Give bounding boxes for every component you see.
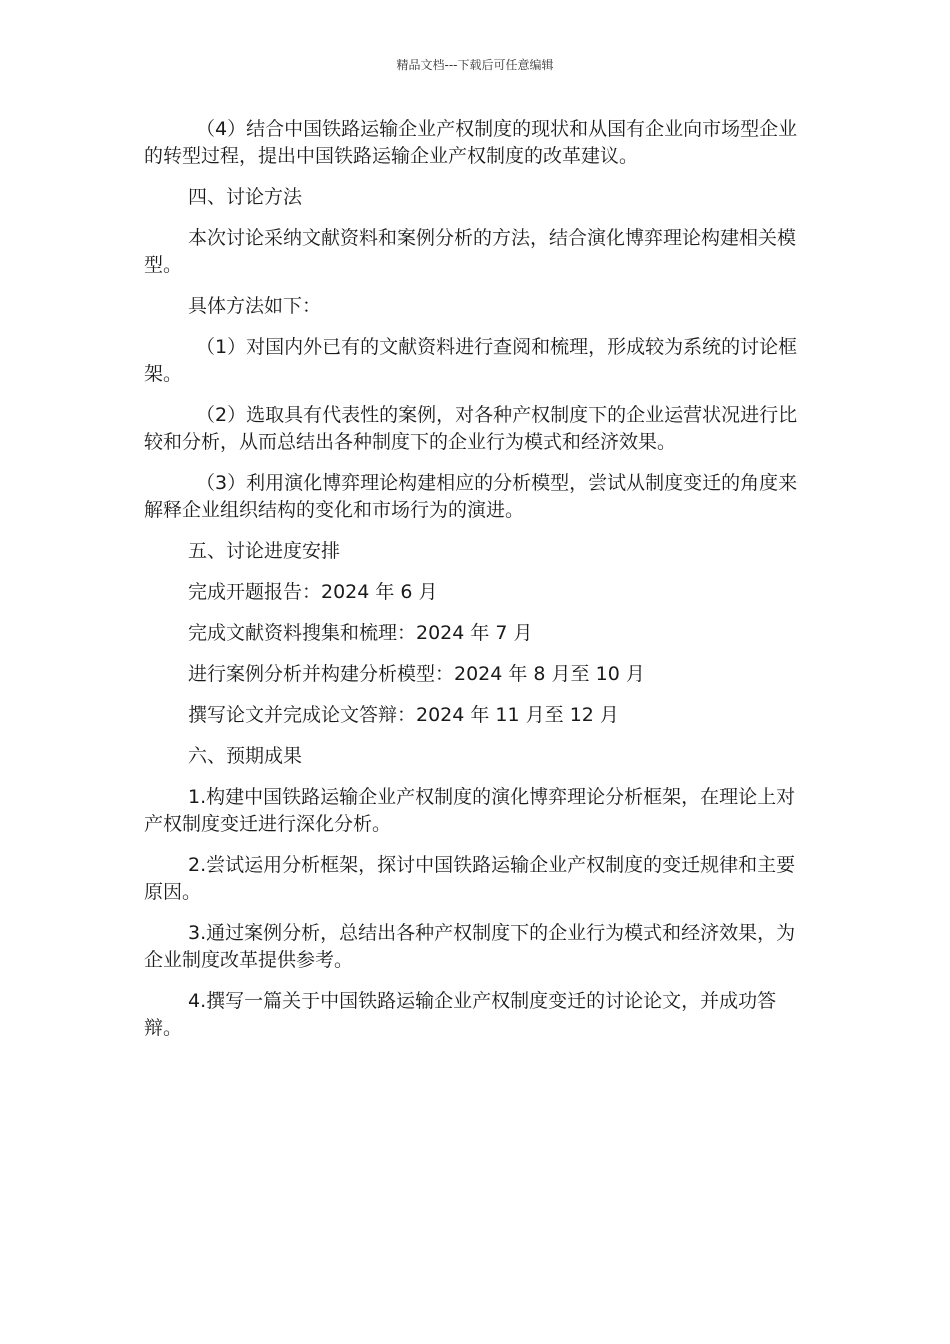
paragraph-method-lead: 具体方法如下： <box>188 295 322 317</box>
paragraph-proposal-item-4: （4）结合中国铁路运输企业产权制度的现状和从国有企业向市场型企业的转型过程，提出中国铁路运输企业产权制度的改革建议。 <box>144 118 798 167</box>
page-header: 精品文档---下载后可任意编辑 <box>396 58 554 72</box>
schedule-item-3: 进行案例分析并构建分析模型：2024 年 8 月至 10 月 <box>188 663 645 685</box>
schedule-item-1: 完成开题报告：2024 年 6 月 <box>188 581 438 603</box>
paragraph-method-item-3: （3）利用演化博弈理论构建相应的分析模型，尝试从制度变迁的角度来解释企业组织结构的变化和市场行为的演进。 <box>144 472 798 521</box>
paragraph-method-item-1: （1）对国内外已有的文献资料进行查阅和梳理，形成较为系统的讨论框架。 <box>144 336 798 385</box>
document-body <box>144 116 804 1056</box>
outcome-item-2: 2.尝试运用分析框架，探讨中国铁路运输企业产权制度的变迁规律和主要原因。 <box>144 854 796 903</box>
section-heading-schedule: 五、讨论进度安排 <box>188 540 341 562</box>
paragraph-method-intro: 本次讨论采纳文献资料和案例分析的方法，结合演化博弈理论构建相关模型。 <box>144 227 797 276</box>
section-heading-method: 四、讨论方法 <box>188 186 303 208</box>
paragraph-method-item-2: （2）选取具有代表性的案例，对各种产权制度下的企业运营状况进行比较和分析，从而总结出各种制度下的企业行为模式和经济效果。 <box>144 404 798 453</box>
outcome-item-4: 4.撰写一篇关于中国铁路运输企业产权制度变迁的讨论论文，并成功答辩。 <box>144 990 777 1039</box>
outcome-item-1: 1.构建中国铁路运输企业产权制度的演化博弈理论分析框架，在理论上对产权制度变迁进行深化分析。 <box>144 786 796 835</box>
outcome-item-3: 3.通过案例分析，总结出各种产权制度下的企业行为模式和经济效果，为企业制度改革提供参考。 <box>144 922 796 971</box>
section-heading-outcomes: 六、预期成果 <box>188 745 303 767</box>
schedule-item-4: 撰写论文并完成论文答辩：2024 年 11 月至 12 月 <box>188 704 619 726</box>
schedule-item-2: 完成文献资料搜集和梳理：2024 年 7 月 <box>188 622 533 644</box>
